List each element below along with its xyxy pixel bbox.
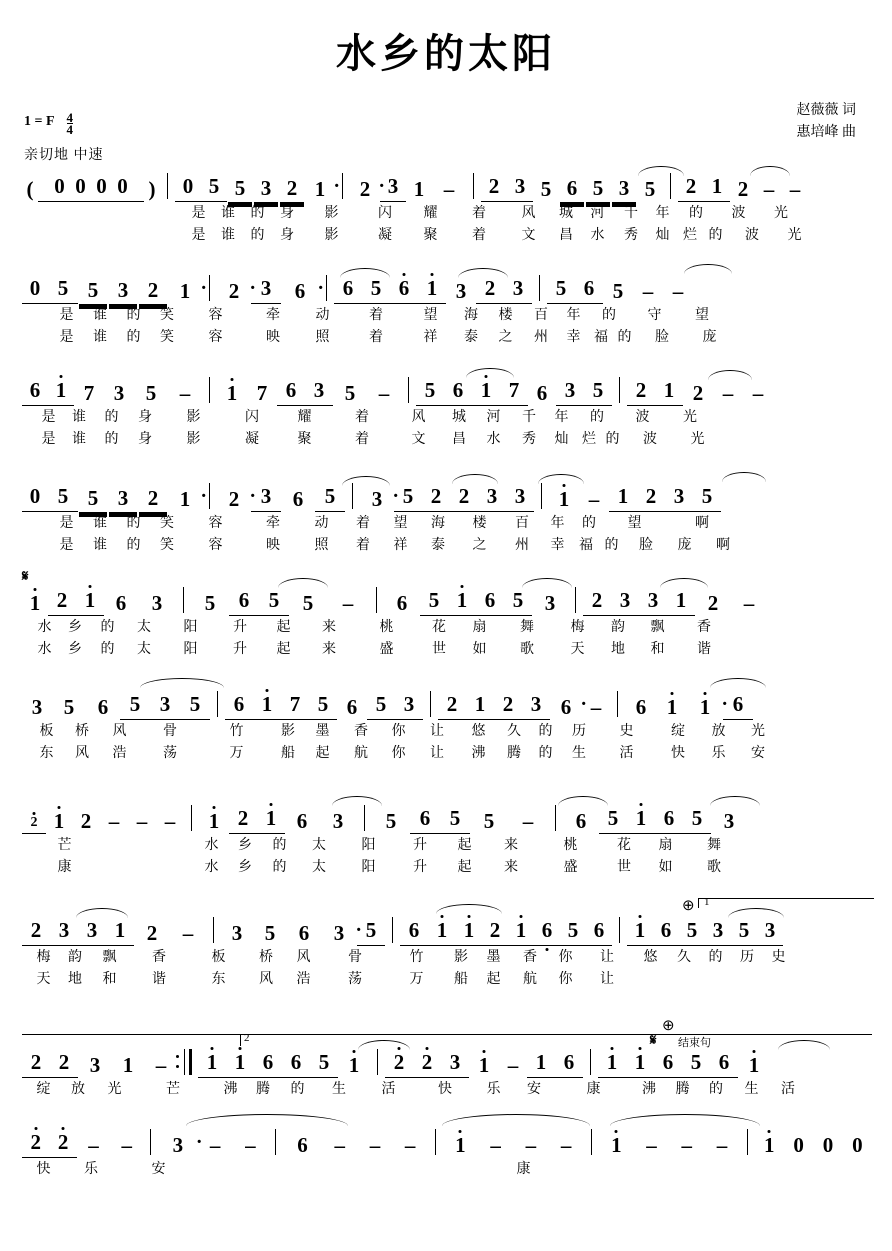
system-1 bbox=[22, 168, 872, 246]
fine-label: 结束句 bbox=[678, 1037, 711, 1049]
lyrics-verse-1: 绽 放 光 芒 沸 腾 的 生 活 快 乐 安 康 沸 腾 的 生 活 bbox=[36, 1082, 795, 1097]
lyrics-verse-2: 是 谁 的 身 影 凝 聚 着 文 昌 水 秀 灿 烂 的 波 光 bbox=[191, 228, 802, 243]
time-signature bbox=[67, 112, 74, 135]
notation-row: 3 5 6 5 3 5 6 1 7 5 6 5 3 2 1 2 3 6 · – 6 1 1 · 6 bbox=[22, 686, 872, 720]
system-9 bbox=[22, 1020, 872, 1100]
lyrics-verse-2: 天 地 和 谐 东 风 浩 荡 万 船 起 航 你 让 bbox=[36, 972, 614, 987]
lyrics-verse-2: 是 谁 的 笑 容 映 照 着 祥 泰 之 州 幸 福 的 脸 庞 bbox=[59, 330, 717, 345]
system-10 bbox=[22, 1124, 872, 1180]
key-label: 1 = F bbox=[24, 114, 55, 129]
system-2 bbox=[22, 270, 872, 348]
lyrics-verse-1: 是 谁 的 笑 容 牵 动 着 望 海 楼 百 年 的 守 望 bbox=[59, 308, 709, 323]
lyrics-verse-1: 梅 韵 飘 香 板 桥 风 骨 竹 影 墨 香 你 让 悠 久 的 历 史 bbox=[36, 950, 786, 965]
notation-row: 1 2 1 6 3 5 6 5 5 – 6 5 1 6 5 3 2 3 3 1 2 – bbox=[22, 582, 872, 616]
lyrics-verse-1: 芒 水 乡 的 太 阳 升 起 来 桃 花 扇 舞 bbox=[57, 838, 721, 853]
notation-row: 2 3 3 1 2 – 3 5 6 3 · 5 6 1 1 2 1 6 5 6 1 6 5 3 5 3 bbox=[22, 912, 872, 946]
system-3 bbox=[22, 372, 872, 450]
page-title: 水乡的太阳 bbox=[336, 31, 556, 76]
notation-row: 0 5 5 3 2 1 · 2 · 3 6 5 3 · 5 2 2 3 3 1 – 1 2 3 5 bbox=[22, 478, 872, 512]
lyricist: 赵薇薇 词 bbox=[796, 103, 856, 118]
system-5 bbox=[22, 569, 872, 660]
tempo-marking: 亲切地 中速 bbox=[24, 148, 104, 163]
coda-icon-2: ⊕ bbox=[662, 1018, 675, 1034]
ending-number-1: 1 bbox=[704, 896, 710, 908]
lyrics-verse-1: 快 乐 安 康 bbox=[36, 1162, 531, 1177]
lyrics-verse-2: 是 谁 的 笑 容 映 照 着 祥 泰 之 州 幸 福 的 脸 庞 啊 bbox=[59, 538, 730, 553]
lyrics-verse-1: 水 乡 的 太 阳 升 起 来 桃 花 扇 舞 梅 韵 飘 香 bbox=[37, 620, 711, 635]
lyrics-verse-1: 是 谁 的 身 影 闪 耀 着 风 城 河 千 年 的 波 光 bbox=[41, 410, 697, 425]
system-7 bbox=[22, 800, 872, 878]
lyrics-verse-1: 是 谁 的 身 影 闪 耀 着 风 城 河 千 年 的 波 光 bbox=[191, 206, 788, 221]
ending-bracket-1 bbox=[698, 896, 874, 908]
notation-row: 0 5 5 3 2 1 · 2 · 3 6 · 6 5 6 1 3 2 3 5 6 5 – – bbox=[22, 270, 872, 304]
key-signature bbox=[24, 110, 74, 137]
ending-number-2: 2 bbox=[244, 1032, 250, 1044]
segno-sign: 𝄋 bbox=[22, 569, 29, 585]
notation-row: 6 1 7 3 5 – 1 7 6 3 5 – 5 6 1 7 6 3 5 2 1 2 – – bbox=[22, 372, 872, 406]
lyrics-verse-2: 康 水 乡 的 太 阳 升 起 来 盛 世 如 歌 bbox=[57, 860, 721, 875]
notation-row: 2 2 – – 3 · – – 6 – – – 1 – – – 1 – – – 1 0 0 0 bbox=[22, 1124, 872, 1158]
system-8 bbox=[22, 896, 872, 990]
notation-row: 2 2 3 1 – 1 1 6 6 5 1 2 2 3 1 – 1 6 1 1 6 5 6 1 bbox=[22, 1044, 872, 1078]
lyrics-verse-1: 是 谁 的 笑 容 牵 动 着 望 海 楼 百 年 的 望 啊 bbox=[59, 516, 709, 531]
lyrics-verse-2: 水 乡 的 太 阳 升 起 来 盛 世 如 歌 天 地 和 谐 bbox=[37, 642, 711, 657]
system-4 bbox=[22, 478, 872, 556]
notation-row: ( 0 0 0 0 ) 0 5 5 3 2 1 · 2 · 3 1 – 2 3 5 6 5 3 5 2 1 2 – – bbox=[22, 168, 872, 202]
dal-segno-sign: 𝄋 bbox=[650, 1033, 657, 1049]
meter-denominator: 4 bbox=[66, 122, 74, 137]
composer: 惠培峰 曲 bbox=[796, 125, 856, 140]
meter-numerator: 4 bbox=[66, 110, 74, 125]
credits bbox=[797, 100, 857, 144]
lyrics-verse-2: 东 风 浩 荡 万 船 起 航 你 让 沸 腾 的 生 活 快 乐 安 bbox=[39, 746, 765, 761]
system-6 bbox=[22, 686, 872, 764]
notation-row: 2 1 2 – – – 1 2 1 6 3 5 6 5 5 – 6 5 1 6 5 3 bbox=[22, 800, 872, 834]
lyrics-verse-2: 是 谁 的 身 影 凝 聚 着 文 昌 水 秀 灿 烂 的 波 光 bbox=[41, 432, 705, 447]
coda-icon: ⊕ bbox=[682, 898, 695, 914]
lyrics-verse-1: 板 桥 风 骨 竹 影 墨 香 你 让 悠 久 的 历 史 绽 放 光 bbox=[39, 724, 765, 739]
repeat-end-barline bbox=[184, 1049, 192, 1075]
ending-line bbox=[22, 1034, 872, 1035]
